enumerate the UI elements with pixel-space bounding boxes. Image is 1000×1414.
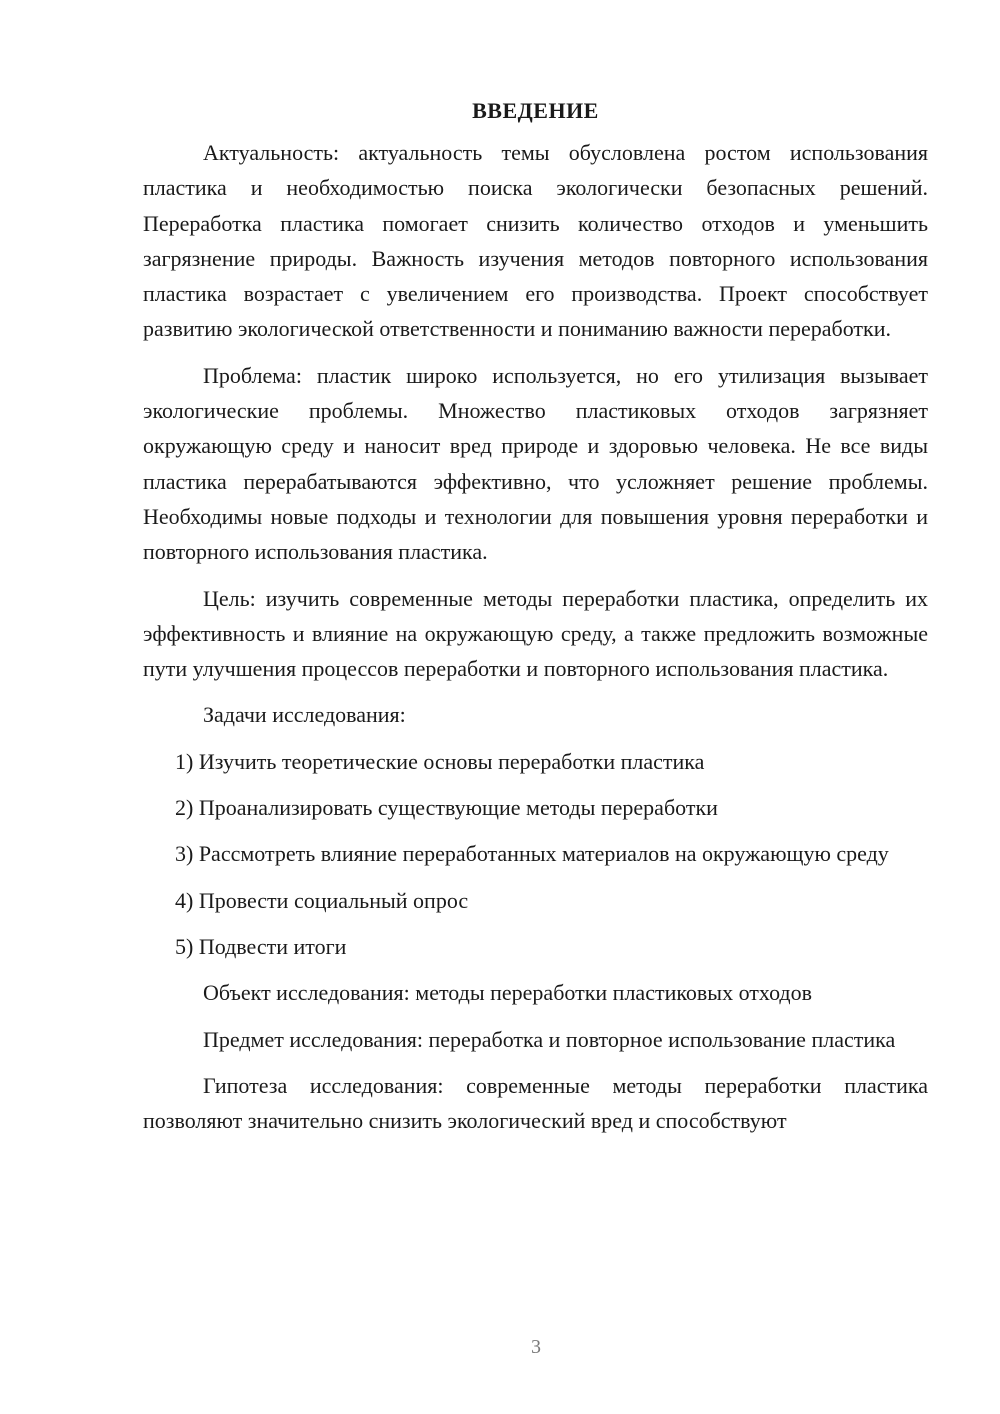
paragraph-tasks-heading: Задачи исследования: [203,702,406,728]
paragraph-relevance: Актуальность: актуальность темы обусловлена ростом использования пластика и необходимостью поиска экологически безопасных решений. Переработка пластика помогает снизить количество отходов и уменьшить загрязнение природы. Важность изучения методов повторного использования пластика возрастает с увеличением его производства. Проект способствует развитию экологической ответственности и пониманию важности переработки. [143,140,928,342]
task-item: 5) Подвести итоги [175,933,347,959]
task-item: 4) Провести социальный опрос [175,887,469,913]
page-title: ВВЕДЕНИЕ [472,98,599,123]
paragraph-problem: Проблема: пластик широко используется, но его утилизация вызывает экологические проблемы. Множество пластиковых отходов загрязняет окружающую среду и наносит вред природе и здоровью человека. Не все виды пластика перерабатываются эффективно, что усложняет решение проблемы. Необходимы новые подходы и технологии для повышения уровня переработки и повторного использования пластика. [143,362,928,565]
task-item: 3) Рассмотреть влияние переработанных материалов на окружающую среду [175,841,889,867]
page-number: 3 [531,1336,541,1358]
task-item: 1) Изучить теоретические основы переработки пластика [175,748,705,774]
task-item: 2) Проанализировать существующие методы переработки [175,795,718,821]
paragraph-hypothesis: Гипотеза исследования: современные методы переработки пластика позволяют значительно снизить экологический вред и способствуют [143,1072,928,1134]
paragraph-object: Объект исследования: методы переработки пластиковых отходов [203,980,813,1006]
paragraph-subject: Предмет исследования: переработка и повторное использование пластика [203,1026,896,1052]
paragraph-goal: Цель: изучить современные методы переработки пластика, определить их эффективность и влияние на окружающую среду, а также предложить возможные пути улучшения процессов переработки и повторного использования пластика. [143,585,928,682]
document-page [143,95,928,1149]
